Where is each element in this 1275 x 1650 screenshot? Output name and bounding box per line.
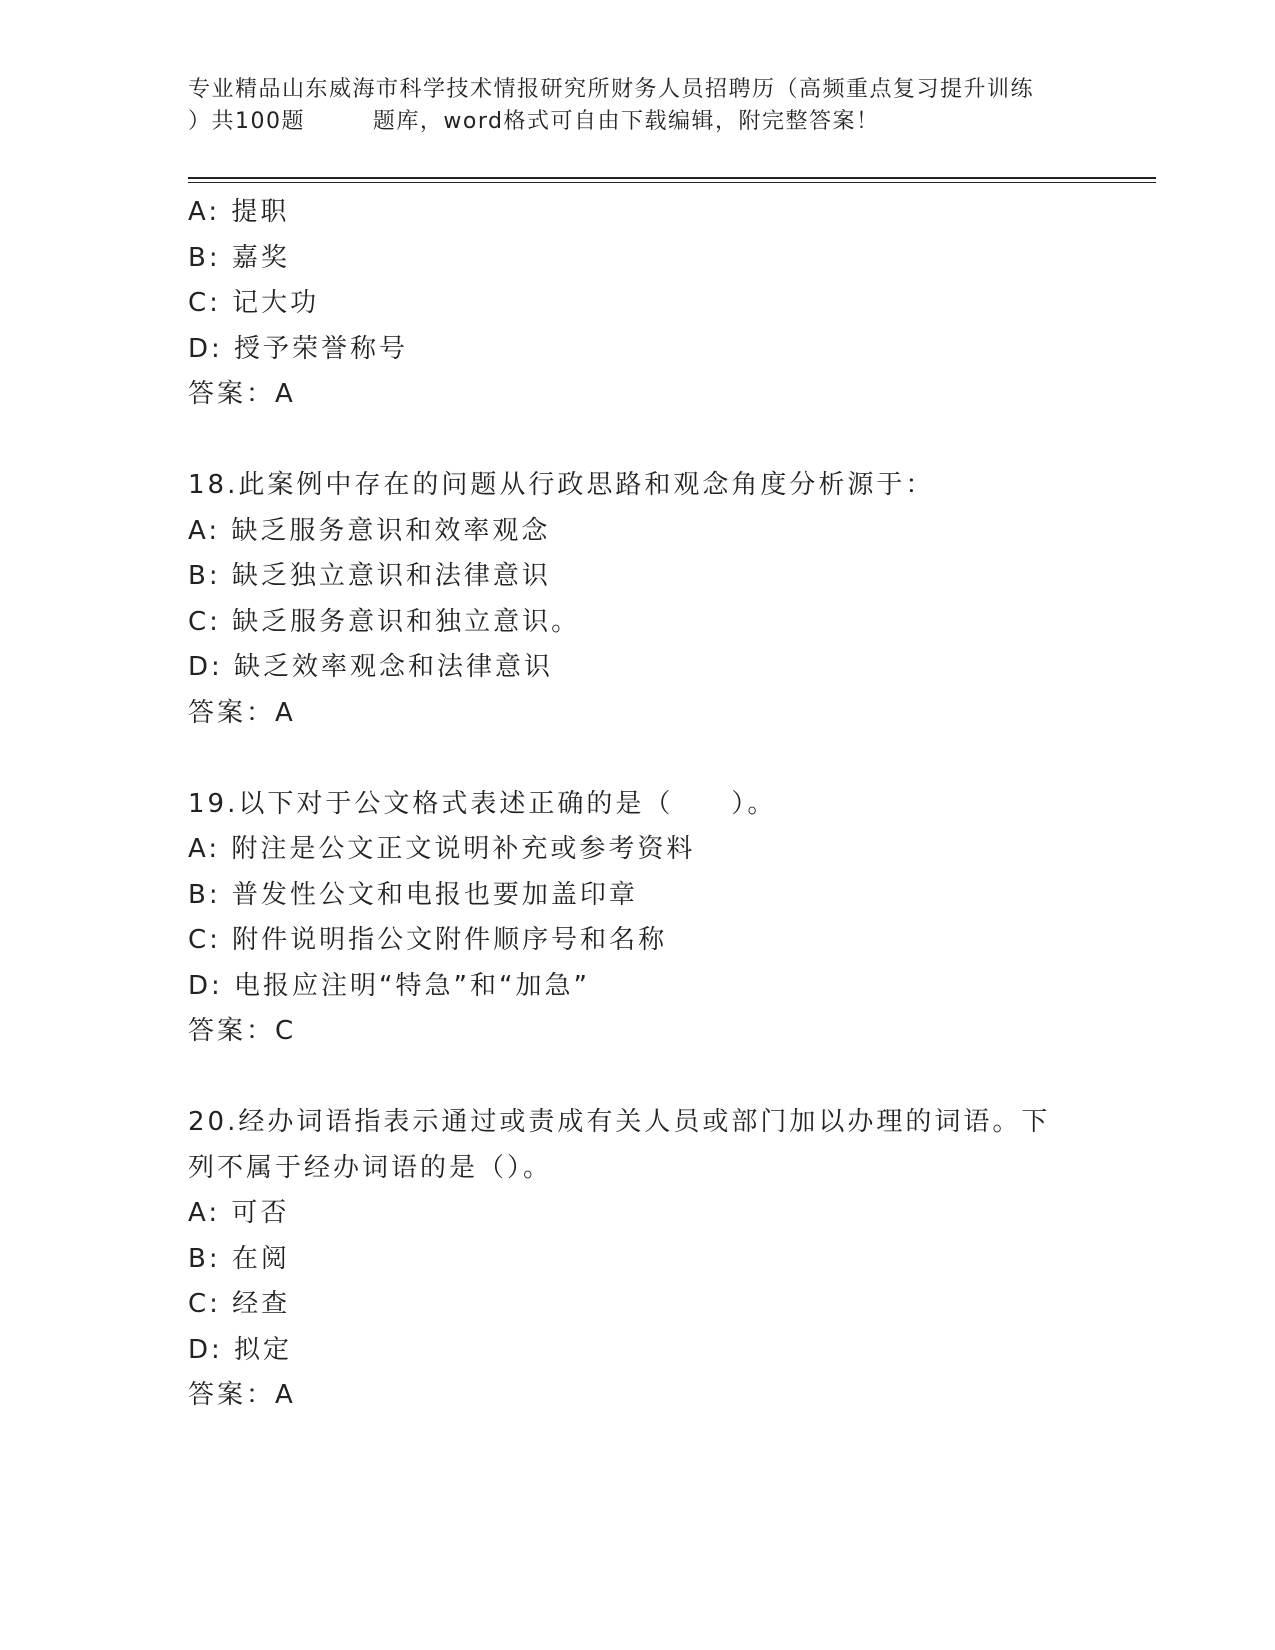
question-text: 19.以下对于公文格式表述正确的是（ ）。 bbox=[188, 788, 777, 819]
option-d: D: 授予荣誉称号 bbox=[188, 333, 409, 364]
header-title-line-2: ）共100题 题库，word格式可自由下载编辑，附完整答案！ bbox=[188, 109, 880, 134]
option-b: B: 缺乏独立意识和法律意识 bbox=[188, 561, 551, 591]
header-title-line-1: 专业精品山东威海市科学技术情报研究所财务人员招聘历（高频重点复习提升训练 bbox=[188, 77, 1035, 102]
option-b: B: 普发性公文和电报也要加盖印章 bbox=[188, 879, 638, 910]
option-c: C: 记大功 bbox=[188, 288, 320, 318]
spacer bbox=[188, 1055, 1108, 1101]
question-list bbox=[188, 190, 1108, 1419]
spacer bbox=[188, 736, 1108, 782]
answer-line: 答案：C bbox=[188, 1016, 297, 1046]
option-a: A: 可否 bbox=[188, 1198, 290, 1228]
option-a: A: 提职 bbox=[188, 197, 290, 227]
question-19 bbox=[188, 782, 1108, 1055]
question-20 bbox=[188, 1100, 1108, 1419]
option-b: B: 在阅 bbox=[188, 1243, 290, 1274]
option-d: D: 拟定 bbox=[188, 1334, 293, 1365]
option-c: C: 附件说明指公文附件顺序号和名称 bbox=[188, 925, 668, 955]
question-text: 18.此案例中存在的问题从行政思路和观念角度分析源于： bbox=[188, 470, 935, 500]
answer-line: 答案：A bbox=[188, 379, 296, 409]
header-divider-thin bbox=[188, 182, 1156, 183]
option-a: A: 附注是公文正文说明补充或参考资料 bbox=[188, 834, 696, 864]
question-text: 20.经办词语指表示通过或责成有关人员或部门加以办理的词语。下列不属于经办词语的是（）。 bbox=[188, 1107, 1051, 1183]
option-d: D: 电报应注明“特急”和“加急” bbox=[188, 970, 590, 1001]
answer-line: 答案：A bbox=[188, 1380, 296, 1410]
question-18 bbox=[188, 463, 1108, 736]
option-b: B: 嘉奖 bbox=[188, 242, 290, 273]
option-d: D: 缺乏效率观念和法律意识 bbox=[188, 652, 554, 682]
option-c: C: 缺乏服务意识和独立意识。 bbox=[188, 606, 581, 637]
spacer bbox=[188, 418, 1108, 464]
option-c: C: 经查 bbox=[188, 1289, 291, 1319]
option-a: A: 缺乏服务意识和效率观念 bbox=[188, 515, 551, 546]
question-17-continued bbox=[188, 190, 1108, 418]
document-header bbox=[188, 74, 1088, 138]
header-divider bbox=[188, 177, 1156, 179]
answer-line: 答案：A bbox=[188, 697, 296, 728]
